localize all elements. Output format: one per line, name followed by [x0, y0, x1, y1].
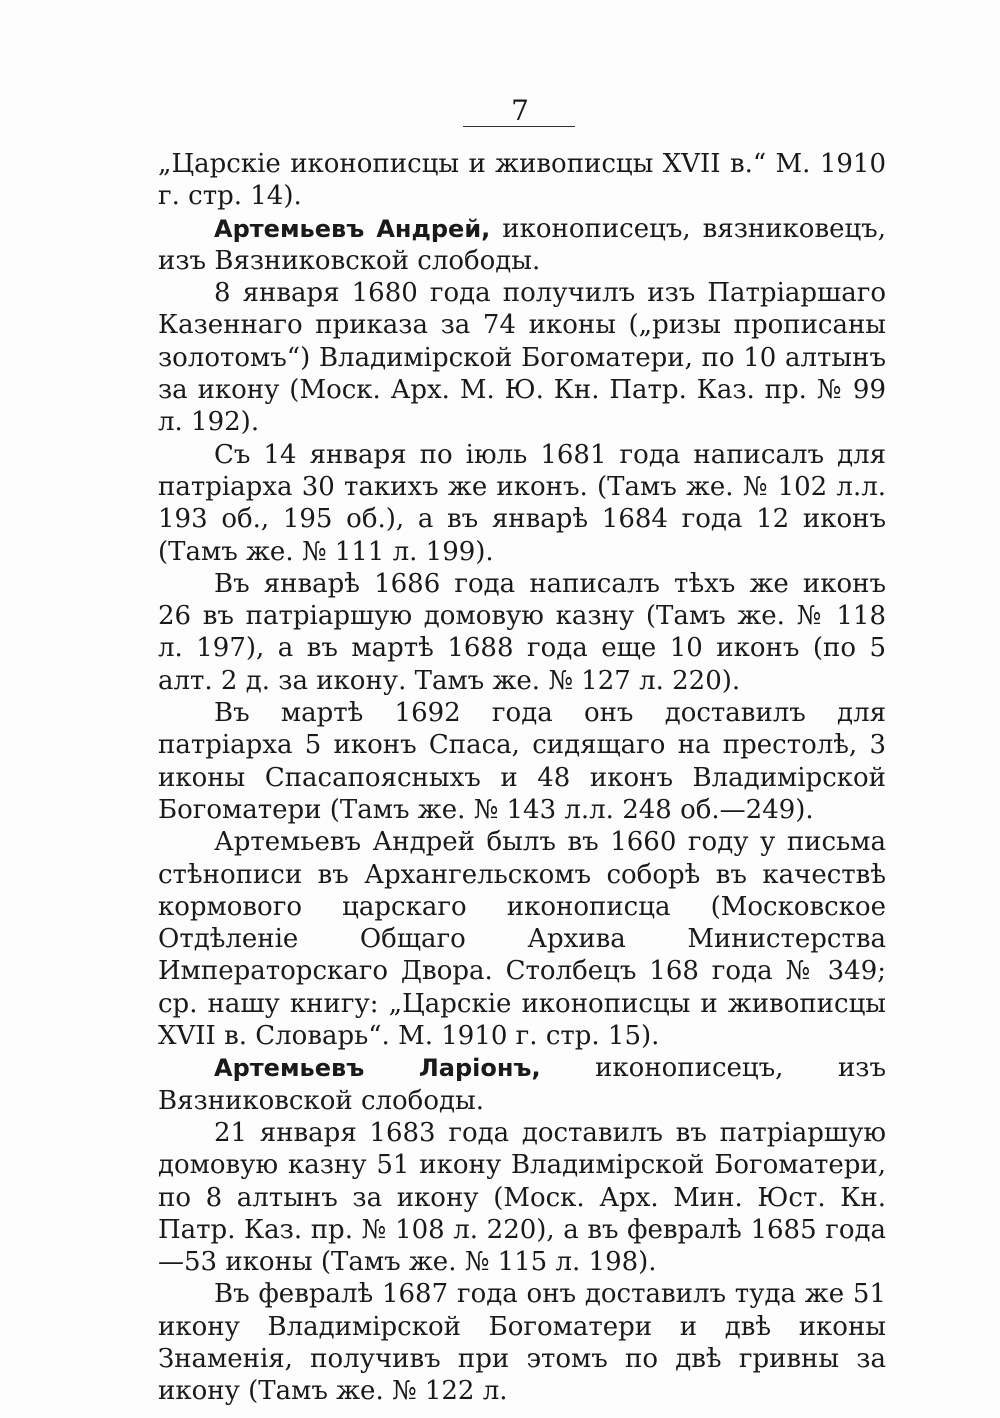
- paragraph: [158, 568, 886, 697]
- paragraph-text: иконописецъ, изъ Вязниковской слободы.: [158, 1053, 886, 1116]
- paragraph: [158, 826, 886, 1052]
- paragraph: [158, 148, 886, 213]
- paragraph: [158, 1278, 886, 1407]
- paragraph-text: Артемьевъ Андрей былъ въ 1660 году у письма стѣнописи въ Архангельскомъ соборѣ въ качествѣ кормового царскаго иконописца (Московское Отдѣленіе Общаго Архива Министерства Императорскаго Двора. Столбецъ 168 года № 349; ср. нашу книгу: „Царскіе иконописцы и живописцы XVII в. Словарь“. М. 1910 г. стр. 15).: [158, 827, 886, 1052]
- paragraph-text: 21 января 1683 года доставилъ въ патріаршую домовую казну 51 икону Владимірской Богоматери, по 8 алтынъ за икону (Моск. Арх. Мин. Юст. Кн. Патр. Каз. пр. № 108 л. 220), а въ февралѣ 1685 года—53 иконы (Тамъ же. № 115 л. 198).: [158, 1117, 886, 1278]
- page-number: 7: [511, 94, 529, 127]
- paragraph: [158, 697, 886, 826]
- entry-name: Артемьевъ Ларіонъ,: [214, 1054, 541, 1083]
- paragraph: [158, 1052, 886, 1117]
- page-number-rule: [463, 126, 575, 127]
- paragraph-text: иконописецъ, вязниковецъ, изъ Вязниковской слободы.: [158, 213, 886, 276]
- paragraph-text: Съ 14 января по іюль 1681 года написалъ для патріарха 30 такихъ же иконъ. (Тамъ же. № 102 л.л. 193 об., 195 об.), а въ январѣ 1684 года 12 иконъ (Тамъ же. № 111 л. 199).: [158, 439, 886, 567]
- paragraph: [158, 439, 886, 568]
- paragraph-text: Въ февралѣ 1687 года онъ доставилъ туда же 51 икону Владимірской Богоматери и двѣ иконы Знаменія, получивъ при этомъ по двѣ гривны за икону (Тамъ же. № 122 л.: [158, 1279, 886, 1407]
- paragraph-text: 8 января 1680 года получилъ изъ Патріаршаго Казеннаго приказа за 74 иконы („ризы прописаны золотомъ“) Владимірской Богоматери, по 10 алтынъ за икону (Моск. Арх. М. Ю. Кн. Патр. Каз. пр. № 99 л. 192).: [158, 278, 886, 438]
- body-text: [158, 148, 886, 1408]
- entry-name: Артемьевъ Андрей,: [214, 214, 491, 243]
- paragraph-text: Въ январѣ 1686 года написалъ тѣхъ же иконъ 26 въ патріаршую домовую казну (Тамъ же. № 118 л. 197), а въ мартѣ 1688 года еще 10 иконъ (по 5 алт. 2 д. за икону. Тамъ же. № 127 л. 220).: [158, 568, 886, 696]
- paragraph: [158, 213, 886, 278]
- paragraph-text: Въ мартѣ 1692 года онъ доставилъ для патріарха 5 иконъ Спаса, сидящаго на престолѣ, 3 иконы Спасапоясныхъ и 48 иконъ Владимірской Богоматери (Тамъ же. № 143 л.л. 248 об.—249).: [158, 698, 886, 825]
- paragraph: [158, 277, 886, 438]
- paragraph-text: „Царскіе иконописцы и живописцы XVII в.“ М. 1910 г. стр. 14).: [158, 149, 886, 212]
- paragraph: [158, 1117, 886, 1278]
